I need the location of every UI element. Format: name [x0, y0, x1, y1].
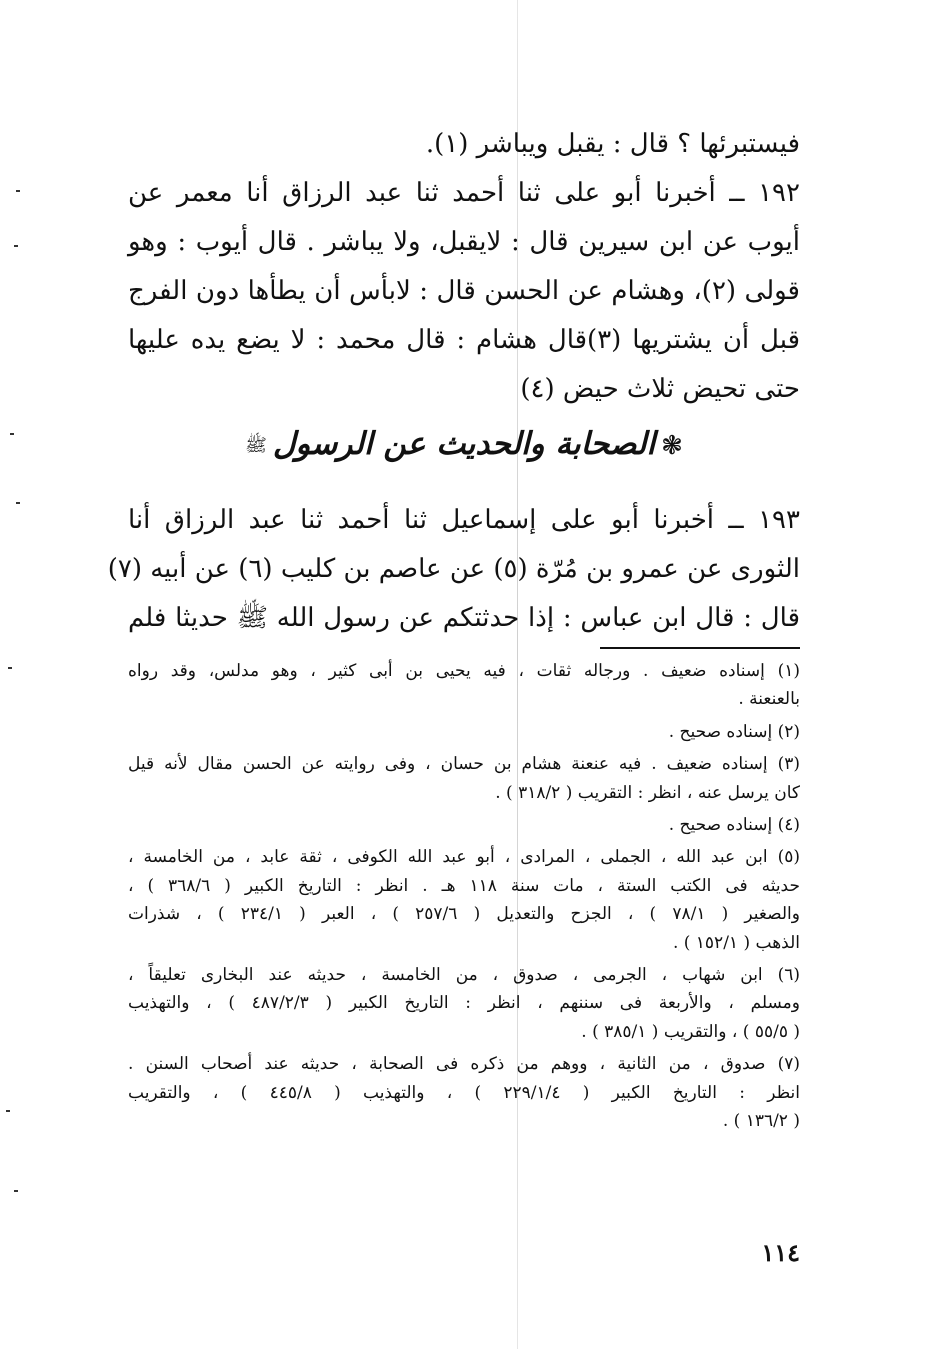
text-line: فيستبرئها ؟ قال : يقبل ويباشر (١).: [425, 129, 800, 159]
footnote-line: ( ٥٥/٥ ) ، والتقريب ( ٣٨٥/١ ) .: [581, 1021, 800, 1042]
text-line: قبل أن يشتريها (٣)قال هشام : قال محمد : لا يضع يده عليها: [128, 325, 800, 355]
footnote-line: حديثه فى الكتب الستة ، مات سنة ١١٨ هـ . انظر : التاريخ الكبير ( ٣٦٨/٦ ) ،: [128, 875, 800, 896]
footnote-line: الذهب ( ١٥٢/١ ) .: [672, 932, 800, 953]
scan-speck: [14, 245, 18, 247]
footnote-line: (١) إسناده ضعيف . ورجاله ثقات ، فيه يحيى بن أبى كثير ، وهو مدلس، وقد رواه: [128, 661, 800, 681]
text-line: حتى تحيض ثلاث حيض (٤): [520, 374, 800, 404]
footnote-line: (٧) صدوق ، من الثانية ، ووهم من ذكره فى الصحابة ، حديثه عند أصحاب السنن .: [128, 1054, 800, 1075]
scan-speck: [16, 502, 20, 504]
footnote-line: ومسلم ، والأربعة فى سننهم ، انظر : التاريخ الكبير ( ٤٨٧/٢/٣ ) ، والتهذيب: [128, 993, 800, 1014]
scan-speck: [8, 667, 12, 669]
text-line: ١٩٢ ــ أخبرنا أبو على ثنا أحمد ثنا عبد الرزاق أنا معمر عن: [128, 178, 800, 208]
footnote-line: بالعنعنة .: [738, 689, 800, 710]
text-line: أيوب عن ابن سيرين قال : لايقبل، ولا يباشر . قال أيوب : وهو: [128, 227, 800, 257]
footnote-line: (٥) ابن عبد الله ، الجملى ، المرادى ، أبو عبد الله الكوفى ، ثقة عابد ، من الخامسة ،: [128, 847, 800, 868]
footnote-7: [128, 1050, 800, 1135]
footnote-2: [128, 718, 800, 746]
section-heading: [128, 420, 800, 470]
scan-speck: [6, 1110, 10, 1112]
footnotes: [128, 657, 800, 1136]
footnote-1: [128, 657, 800, 714]
section-heading-text: الصحابة والحديث عن الرسول: [272, 426, 656, 462]
footnote-separator: [600, 647, 800, 649]
footnote-3: [128, 750, 800, 807]
main-text-1: [128, 120, 800, 414]
footnote-line: كان يرسل عنه ، انظر : التقريب ( ٣١٨/٢ ) .: [495, 782, 800, 803]
text-line: الثورى عن عمرو بن مُرّة (٥) عن عاصم بن كليب (٦) عن أبيه (٧): [107, 554, 800, 584]
scan-speck: [16, 190, 20, 192]
footnote-4: [128, 811, 800, 839]
footnote-line: (٢) إسناده صحيح .: [668, 721, 800, 742]
page-number: ١١٤: [761, 1238, 800, 1267]
footnote-line: والصغير ( ٧٨/١ ) ، الجزح والتعديل ( ٢٥٧/٦ ) ، العبر ( ٢٣٤/١ ) ، شذرات: [128, 904, 800, 925]
footnote-line: ( ١٣٦/٢ ) .: [722, 1111, 800, 1132]
honorific-glyph: ﷺ: [245, 434, 267, 456]
text-line: قولى (٢)، وهشام عن الحسن قال : لابأس أن يطأها دون الفرج: [128, 276, 800, 306]
flower-ornament-icon: ❃: [661, 431, 683, 461]
scan-speck: [10, 433, 14, 435]
text-line: قال : قال ابن عباس : إذا حدثتكم عن رسول الله ﷺ حديثا فلم: [128, 603, 800, 633]
footnote-line: (٣) إسناده ضعيف . فيه عنعنة هشام بن حسان ، وفى روايته عن الحسن مقال لأنه قيل: [128, 754, 800, 775]
footnote-line: (٤) إسناده صحيح .: [668, 815, 800, 836]
page-content: [107, 120, 800, 1140]
main-text-2: [107, 496, 800, 643]
footnote-line: انظر : التاريخ الكبير ( ٢٢٩/١/٤ ) ، والتهذيب ( ٤٤٥/٨ ) ، والتقريب: [128, 1082, 800, 1103]
footnote-5: [128, 843, 800, 957]
scan-speck: [14, 1190, 18, 1192]
footnote-6: [128, 961, 800, 1046]
text-line: ١٩٣ ــ أخبرنا أبو على إسماعيل ثنا أحمد ثنا عبد الرزاق أنا: [128, 505, 800, 535]
footnote-line: (٦) ابن شهاب ، الجرمى ، صدوق ، من الخامسة ، حديثه عند البخارى تعليقاً ،: [128, 965, 800, 986]
